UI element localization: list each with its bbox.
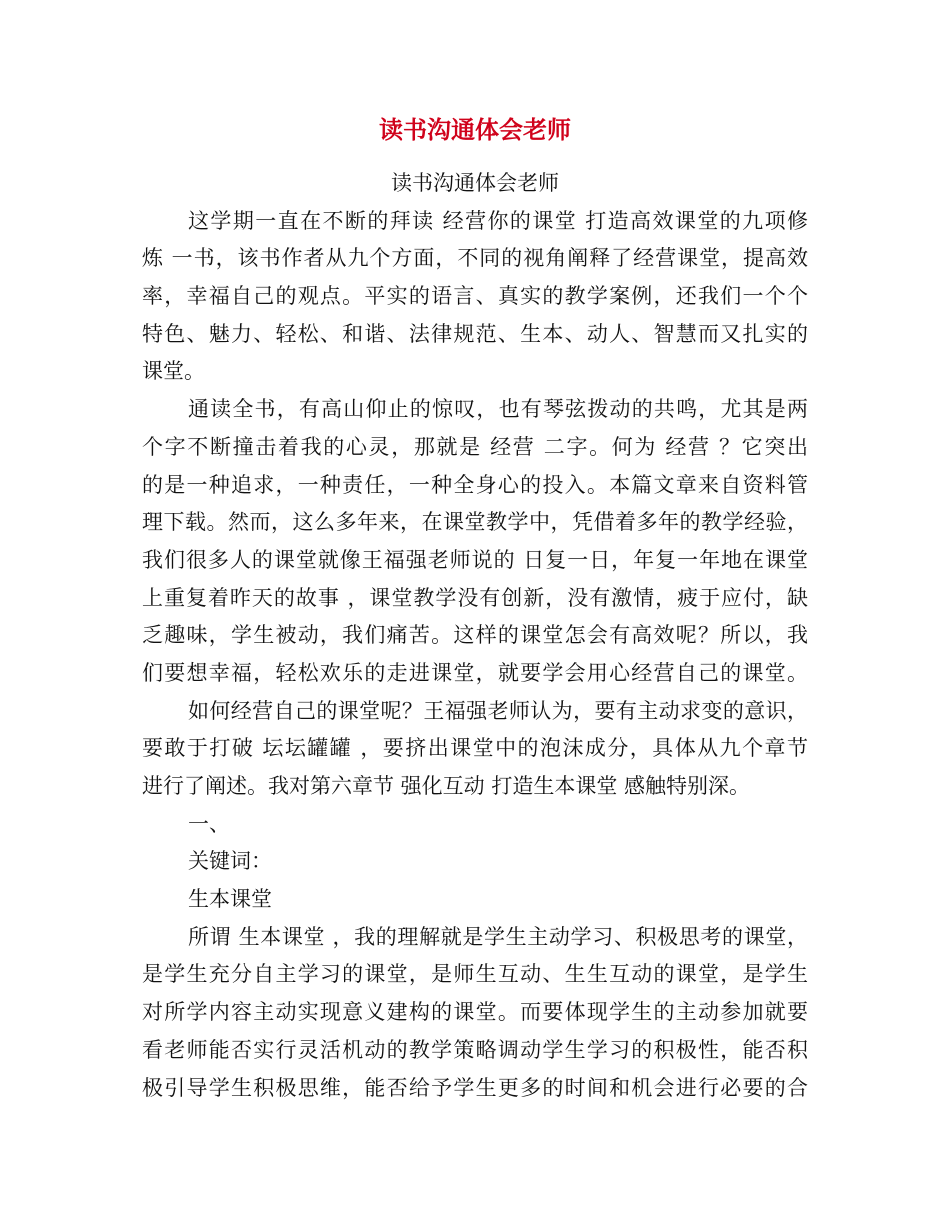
paragraph-line: 课堂。 bbox=[142, 359, 205, 384]
paragraph-line: 进行了阐述。我对第六章节 强化互动 打造生本课堂 感触特别深。 bbox=[142, 774, 751, 798]
subtitle-line: 读书沟通体会老师 bbox=[391, 171, 559, 195]
paragraph-line: 通读全书，有高山仰止的惊叹，也有琴弦拨动的共鸣，尤其是两 bbox=[188, 397, 808, 422]
document-title: 读书沟通体会老师 bbox=[379, 115, 571, 144]
keyword-value-line: 生本课堂 bbox=[188, 887, 272, 912]
paragraph-line: 乏趣味，学生被动，我们痛苦。这样的课堂怎会有高效呢？所以，我 bbox=[142, 623, 808, 648]
paragraph-line: 我们很多人的课堂就像王福强老师说的 日复一日，年复一年地在课堂 bbox=[142, 547, 808, 572]
keyword-label-line: 关键词： bbox=[188, 849, 272, 874]
paragraph-line: 极引导学生积极思维，能否给予学生更多的时间和机会进行必要的合 bbox=[142, 1075, 808, 1100]
paragraph-line: 所谓 生本课堂 ，我的理解就是学生主动学习、积极思考的课堂， bbox=[188, 924, 808, 949]
paragraph-line: 炼 一书，该书作者从九个方面，不同的视角阐释了经营课堂，提高效 bbox=[142, 246, 808, 271]
paragraph-line: 们要想幸福，轻松欢乐的走进课堂，就要学会用心经营自己的课堂。 bbox=[142, 660, 808, 685]
paragraph-line: 这学期一直在不断的拜读 经营你的课堂 打造高效课堂的九项修 bbox=[188, 208, 808, 233]
paragraph-line: 特色、魅力、轻松、和谐、法律规范、生本、动人、智慧而又扎实的 bbox=[142, 321, 808, 346]
paragraph-line: 看老师能否实行灵活机动的教学策略调动学生学习的积极性，能否积 bbox=[142, 1037, 808, 1062]
paragraph-line: 如何经营自己的课堂呢？王福强老师认为，要有主动求变的意识， bbox=[188, 698, 808, 723]
paragraph-line: 个字不断撞击着我的心灵，那就是 经营 二字。何为 经营 ？它突出 bbox=[142, 434, 808, 459]
paragraph-line: 要敢于打破 坛坛罐罐 ，要挤出课堂中的泡沫成分，具体从九个章节 bbox=[142, 736, 808, 761]
document-body bbox=[142, 165, 808, 1107]
section-number-line: 一、 bbox=[188, 811, 230, 836]
paragraph-line: 率，幸福自己的观点。平实的语言、真实的教学案例，还我们一个个 bbox=[142, 284, 808, 309]
paragraph-line: 理下载。然而，这么多年来，在课堂教学中，凭借着多年的教学经验， bbox=[142, 510, 808, 535]
paragraph-line: 对所学内容主动实现意义建构的课堂。而要体现学生的主动参加就要 bbox=[142, 1000, 808, 1025]
paragraph-line: 的是一种追求，一种责任，一种全身心的投入。本篇文章来自资料管 bbox=[142, 472, 808, 497]
paragraph-line: 上重复着昨天的故事 ，课堂教学没有创新，没有激情，疲于应付，缺 bbox=[142, 585, 808, 610]
paragraph-line: 是学生充分自主学习的课堂，是师生互动、生生互动的课堂，是学生 bbox=[142, 962, 808, 987]
